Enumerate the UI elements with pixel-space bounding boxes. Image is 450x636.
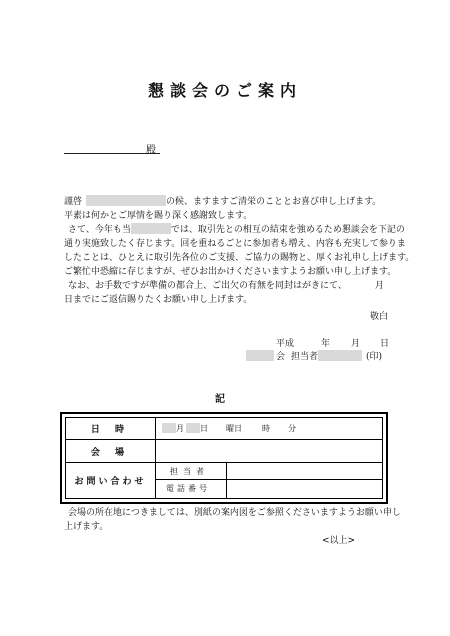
datetime-day: 日: [200, 424, 208, 433]
contact-label: お問い合わせ: [74, 477, 147, 487]
footer-line-2: 上げます。: [64, 522, 109, 532]
body-line-8: 日までにご返信賜りたくお願い申し上げます。: [64, 295, 253, 305]
table-row-datetime: [66, 418, 382, 440]
redacted-day: [186, 423, 200, 433]
closing-keihaku: 敬白: [370, 312, 389, 322]
body-line-7-start: なお、お手数ですが準備の都合上、ご出欠の有無を同封はがきにて、: [68, 281, 347, 291]
contact-person-label: 担当者: [170, 467, 209, 476]
addressee-suffix: 殿: [146, 145, 156, 156]
sender-seal: (印): [366, 352, 383, 362]
venue-label: 会 場: [90, 448, 131, 458]
document-title: 懇談会のご案内: [147, 81, 302, 100]
table-row-contact: [66, 463, 382, 498]
body-line-3-start: さて、今年も当: [68, 225, 131, 235]
redacted-month: [162, 423, 176, 433]
date-day: 日: [380, 339, 390, 349]
body-line-6: ご繁忙中恐縮に存じますが、ぜひお出かけくださいますようお願い申し上げます。: [64, 267, 397, 277]
body-line-1-start: 謹啓: [64, 197, 83, 207]
sender-kai: 会: [276, 352, 286, 362]
contact-phone-label: 電話番号: [166, 484, 210, 493]
body-line-1-end: の候、ますますご清栄のこととお喜び申し上げます。: [166, 197, 382, 207]
date-month: 月: [351, 339, 361, 349]
table-row-venue: [66, 440, 382, 463]
date-year: 年: [321, 339, 331, 349]
datetime-label: 日 時: [90, 425, 131, 435]
contact-sub-divider: [156, 479, 382, 480]
contact-sub-vline: [226, 463, 227, 498]
body-line-2: 平素は何かとご厚情を賜り深く感謝致します。: [64, 211, 253, 221]
body-line-3-end: では、取引先との相互の結束を強めるため懇談会を下記の: [170, 225, 405, 235]
body-line-7-month: 月: [374, 281, 384, 291]
body-line-3: [68, 223, 405, 237]
date-era: 平成: [276, 339, 295, 349]
body-line-4: 通り実施致したく存じます。回を重ねるごとに参加者も増え、内容も充実して参りま: [64, 239, 406, 249]
datetime-weekday: 曜日: [226, 424, 242, 433]
ki-heading: 記: [215, 394, 225, 405]
datetime-month: 月: [176, 424, 184, 433]
sender-line: [246, 349, 382, 362]
ijou-mark: <以上>: [322, 536, 356, 546]
redacted-association: [246, 350, 274, 361]
datetime-hour: 時: [262, 424, 270, 433]
redacted-season: [86, 195, 166, 206]
details-table-inner: [65, 417, 383, 499]
datetime-minute: 分: [288, 424, 296, 433]
datetime-value: [162, 423, 296, 434]
details-table: [60, 412, 388, 504]
body-line-5: したことは、ひとえに取引先各位のご支援、ご協力の賜物と、厚くお礼申し上げます。: [64, 253, 415, 263]
body-line-1: [64, 195, 381, 209]
sender-tanto: 担当者: [291, 352, 319, 362]
body-line-7: [68, 279, 384, 293]
redacted-company: [131, 223, 171, 234]
redacted-person: [318, 350, 362, 361]
footer-line-1: 会場の所在地につきましては、別紙の案内図をご参照くださいますようお願い申し: [68, 508, 401, 518]
